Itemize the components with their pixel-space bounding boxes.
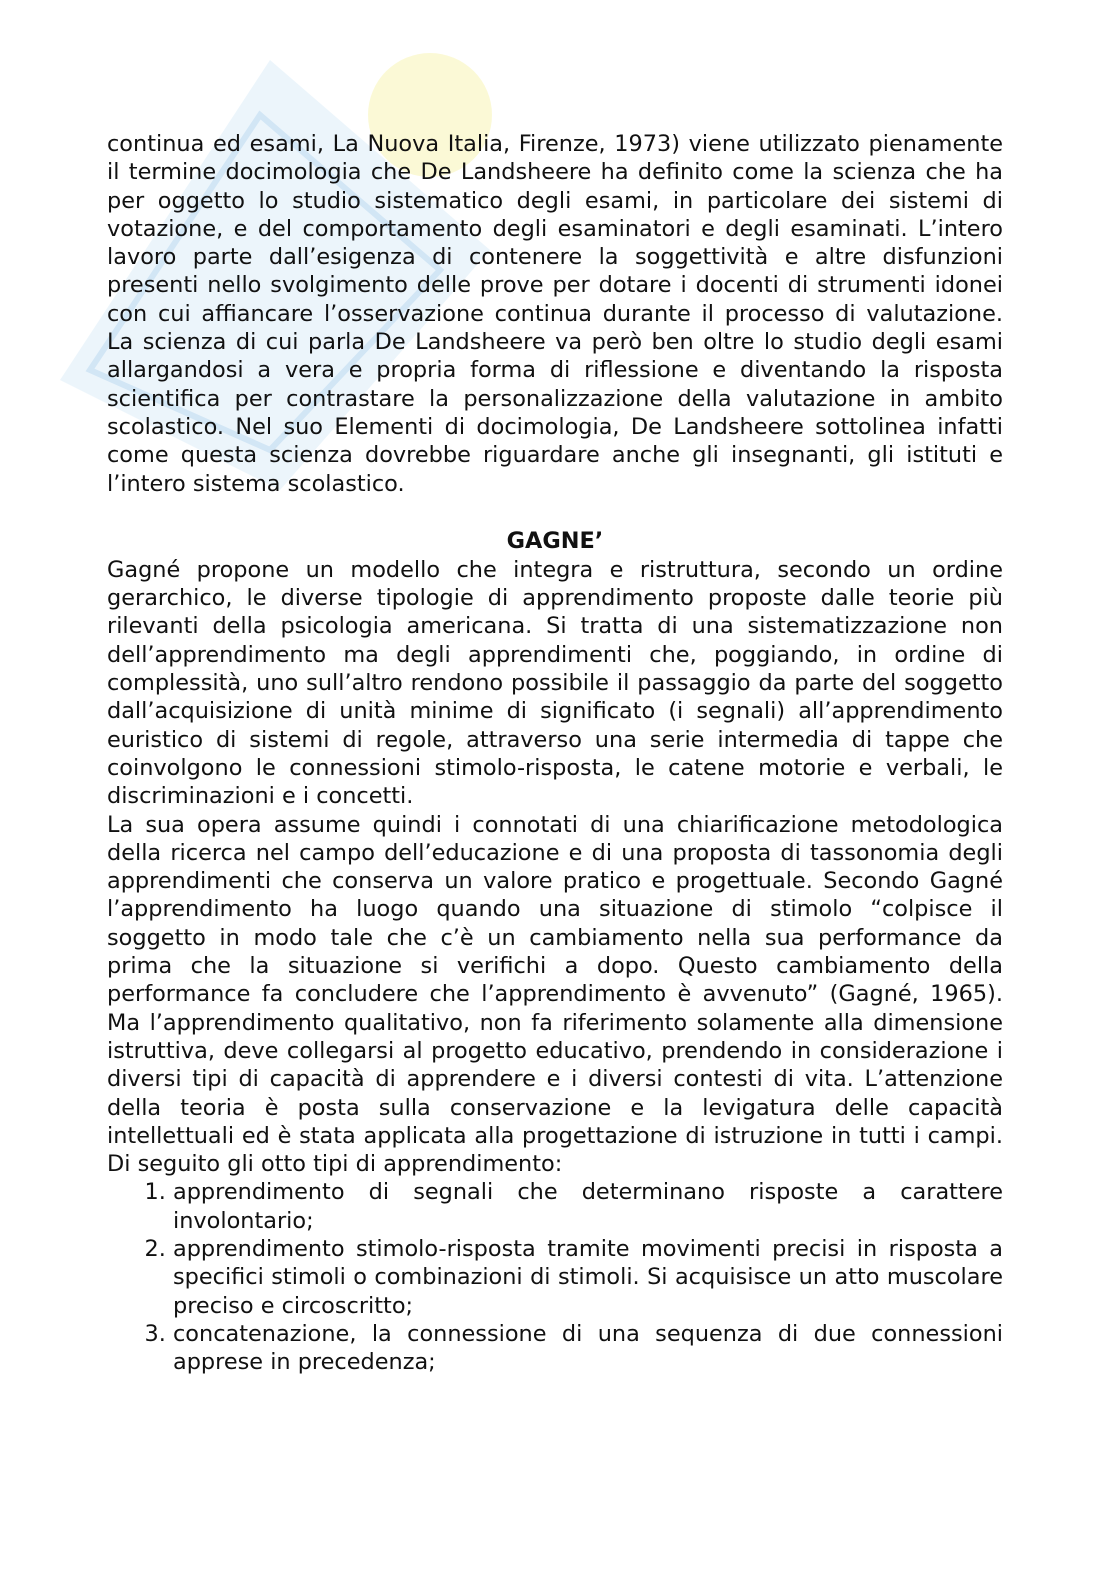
document-page <box>107 130 1003 1376</box>
gagne-paragraph-1: Gagné propone un modello che integra e ristruttura, secondo un ordine gerarchico, le diverse tipologie di apprendimento proposte dalle teorie più rilevanti della psicologia americana. Si tratta di una sistematizzazione non dell’apprendimento ma degli apprendimenti che, poggiando, in ordine di complessità, uno sull’altro rendono possibile il passaggio da parte del soggetto dall’acquisizione di unità minime di significato (i segnali) all’apprendimento euristico di sistemi di regole, attraverso una serie intermedia di tappe che coinvolgono le connessioni stimolo-risposta, le catene motorie e verbali, le discriminazioni e i concetti. <box>107 556 1003 810</box>
section-heading-gagne: GAGNE’ <box>506 527 604 554</box>
list-item: 3. concatenazione, la connessione di una sequenza di due connessioni apprese in precedenza; <box>173 1320 1003 1377</box>
gagne-paragraph-2: La sua opera assume quindi i connotati di una chiarificazione metodologica della ricerca nel campo dell’educazione e di una proposta di tassonomia degli apprendimenti che conserva un valore pratico e progettuale. Secondo Gagné l’apprendimento ha luogo quando una situazione di stimolo “colpisce il soggetto in modo tale che c’è un cambiamento nella sua performance da prima che la situazione si verifichi a dopo. Questo cambiamento della performance fa concludere che l’apprendimento è avvenuto” (Gagné, 1965). Ma l’apprendimento qualitativo, non fa riferimento solamente alla dimensione istruttiva, deve collegarsi al progetto educativo, prendendo in considerazione i diversi tipi di capacità di apprendere e i diversi contesti di vita. L’attenzione della teoria è posta sulla conservazione e la levigatura delle capacità intellettuali ed è stata applicata alla progettazione di istruzione in tutti i campi. Di seguito gli otto tipi di apprendimento: <box>107 811 1003 1178</box>
learning-types-list <box>107 1178 1003 1376</box>
intro-paragraph: continua ed esami, La Nuova Italia, Firenze, 1973) viene utilizzato pienamente il termine docimologia che De Landsheere ha definito come la scienza che ha per oggetto lo studio sistematico degli esami, in particolare dei sistemi di votazione, e del comportamento degli esaminatori e degli esaminati. L’intero lavoro parte dall’esigenza di contenere la soggettività e altre disfunzioni presenti nello svolgimento delle prove per dotare i docenti di strumenti idonei con cui affiancare l’osservazione continua durante il processo di valutazione. La scienza di cui parla De Landsheere va però ben oltre lo studio degli esami allargandosi a vera e propria forma di riflessione e diventando la risposta scientifica per contrastare la personalizzazione della valutazione in ambito scolastico. Nel suo Elementi di docimologia, De Landsheere sottolinea infatti come questa scienza dovrebbe riguardare anche gli insegnanti, gli istituti e l’intero sistema scolastico. <box>107 131 1003 497</box>
list-item: 1. apprendimento di segnali che determinano risposte a carattere involontario; <box>173 1178 1003 1235</box>
list-item: 2. apprendimento stimolo-risposta tramite movimenti precisi in risposta a specifici stimoli o combinazioni di stimoli. Si acquisisce un atto muscolare preciso e circoscritto; <box>173 1235 1003 1320</box>
